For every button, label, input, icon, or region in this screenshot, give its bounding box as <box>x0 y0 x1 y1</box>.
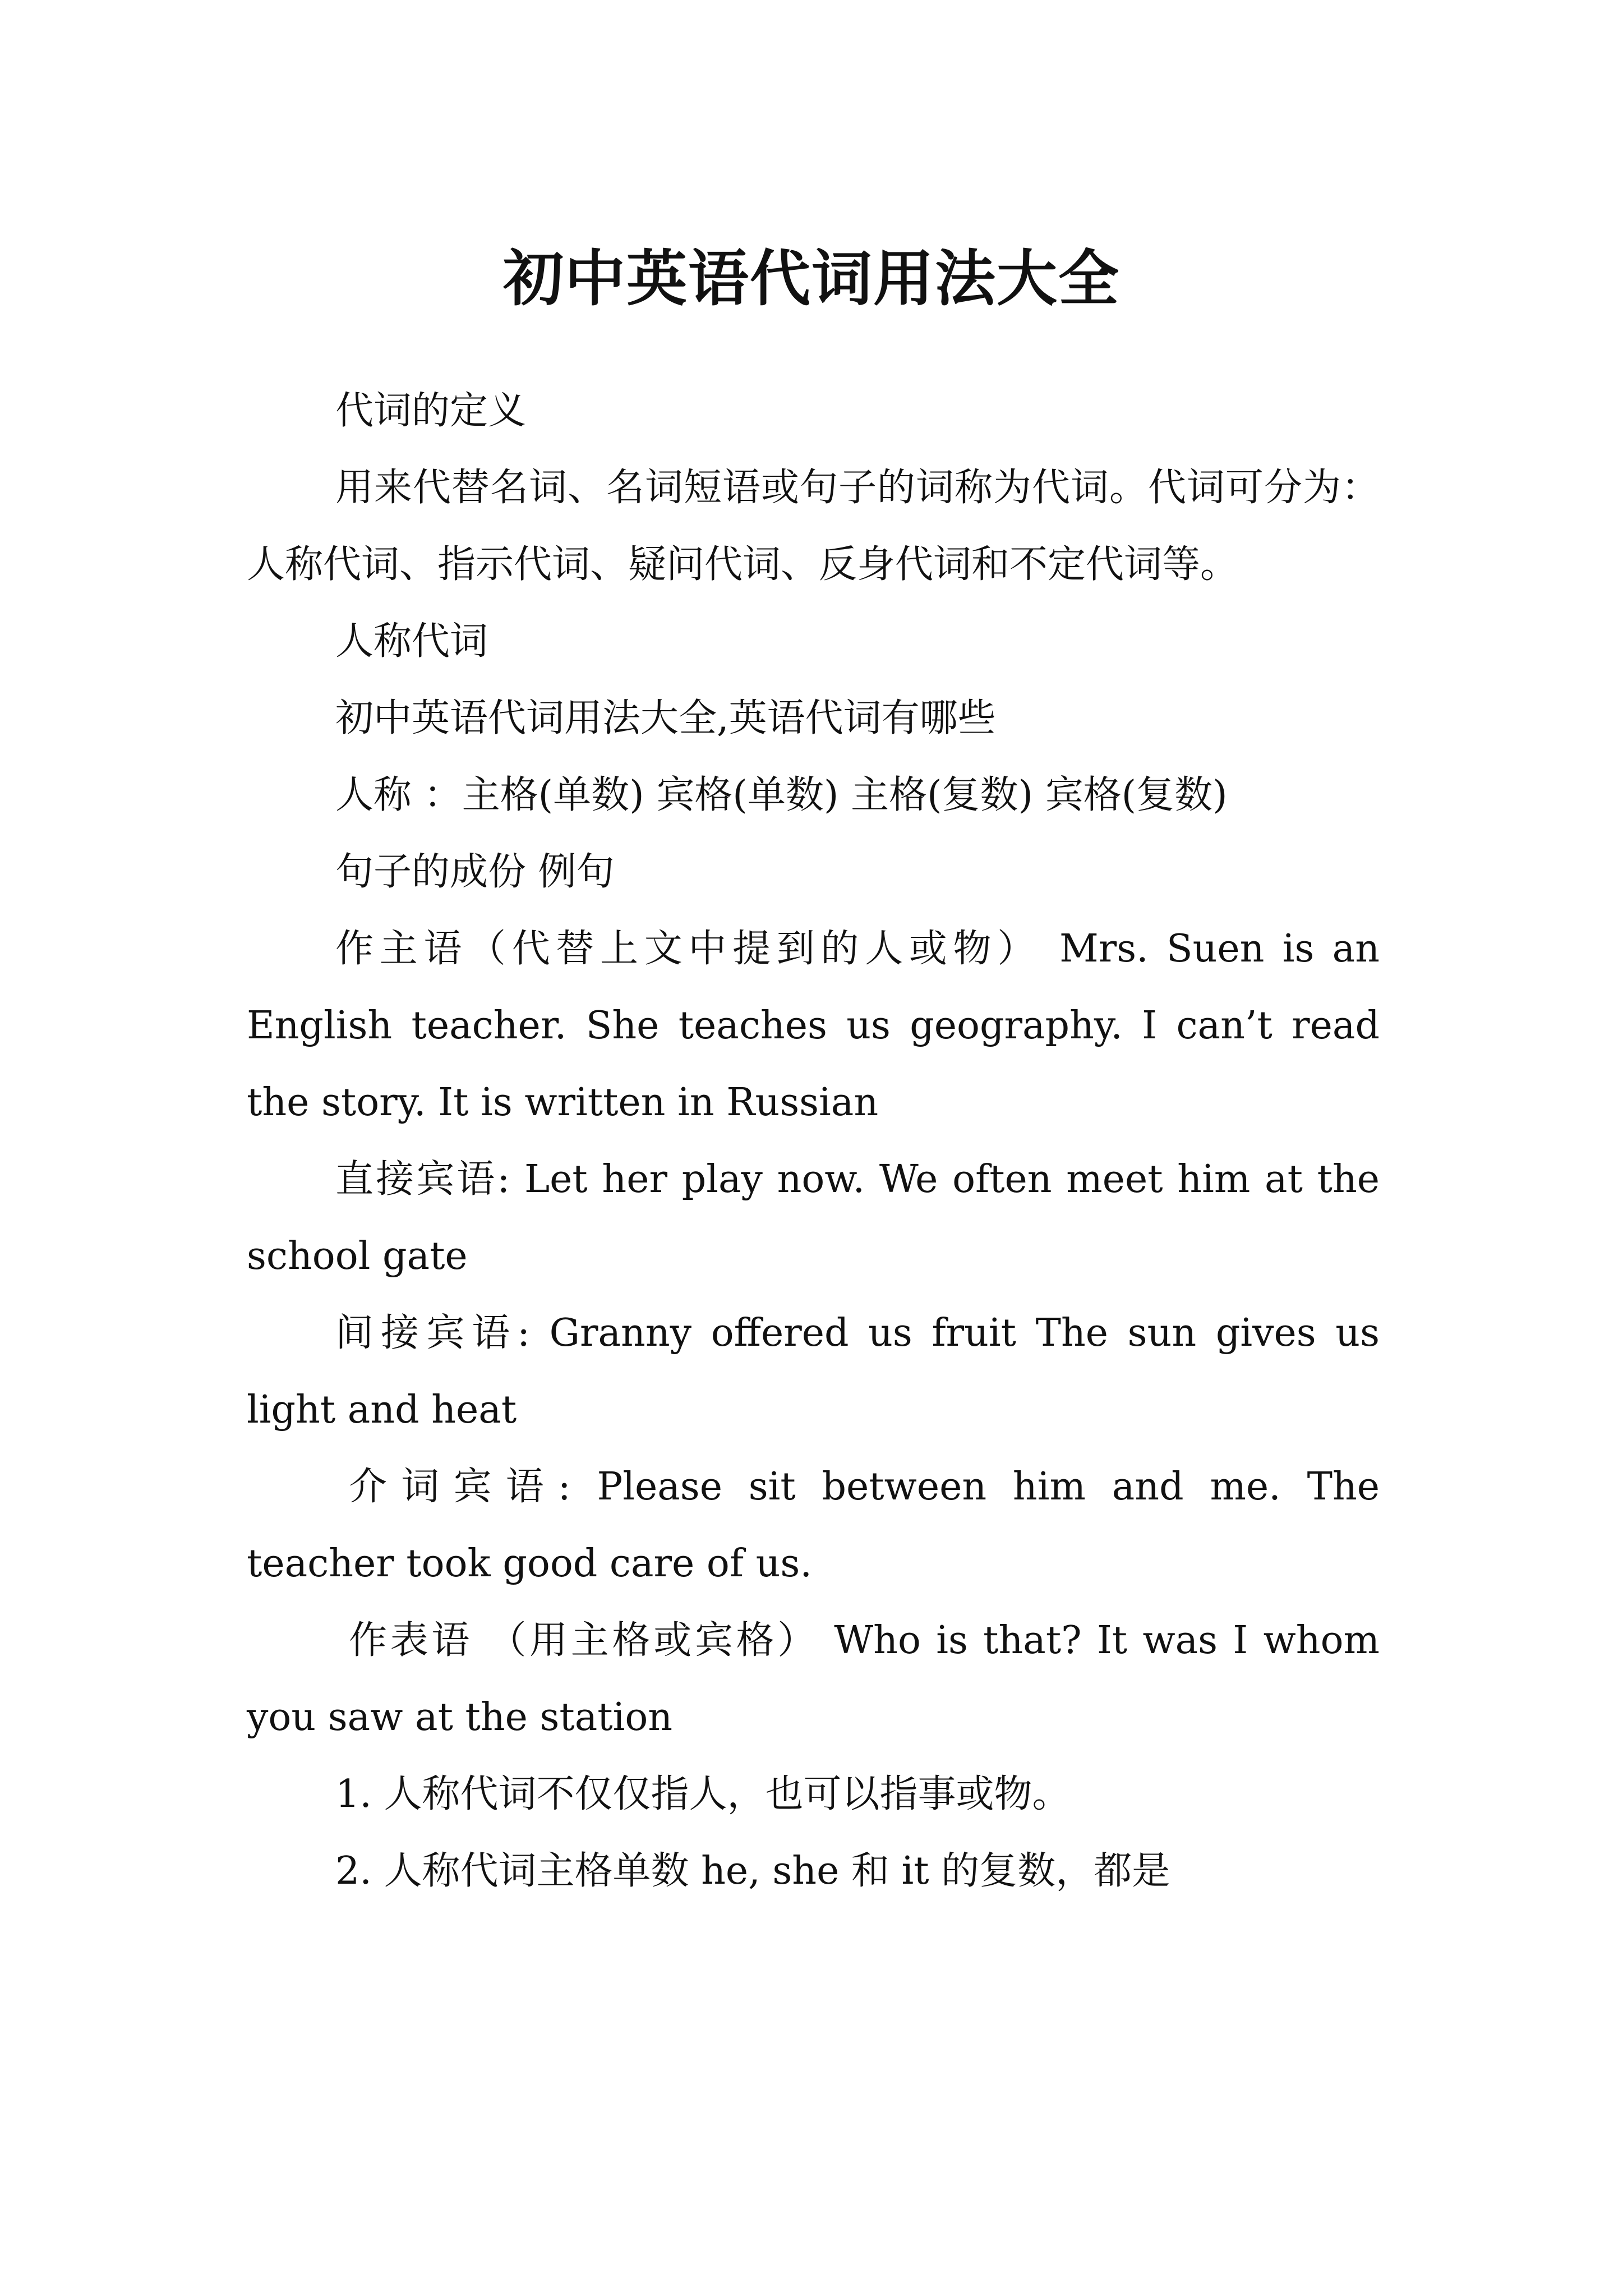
paragraph-subject-example: 作主语（代替上文中提到的人或物） Mrs. Suen is an English teacher. She teaches us geography. I can’t read the story. It is written in Russian <box>247 927 1380 1125</box>
paragraph-definition-heading: 代词的定义 <box>335 389 527 433</box>
paragraph-sentence-component: 句子的成份 例句 <box>335 850 615 894</box>
paragraph-personal-pronoun-heading: 人称代词 <box>335 619 488 664</box>
paragraph-note-2: 2. 人称代词主格单数 he, she 和 it 的复数，都是 <box>335 1849 1170 1893</box>
paragraph-direct-object: 直接宾语: Let her play now. We often meet him at the school gate <box>247 1157 1380 1278</box>
document-title: 初中英语代词用法大全 <box>502 244 1120 315</box>
paragraph-note-1: 1. 人称代词不仅仅指人，也可以指事或物。 <box>335 1772 1071 1816</box>
paragraph-case-header: 人称 ：主格(单数) 宾格(单数) 主格(复数) 宾格(复数) <box>335 773 1228 817</box>
paragraph-subtitle: 初中英语代词用法大全,英语代词有哪些 <box>335 696 996 740</box>
paragraph-prepositional-object: 介词宾语: Please sit between him and me. The teacher took good care of us. <box>247 1465 1380 1586</box>
document-body <box>247 372 1380 1910</box>
paragraph-predicative: 作表语 （用主格或宾格） Who is that? It was I whom you saw at the station <box>247 1618 1380 1740</box>
paragraph-definition: 用来代替名词、名词短语或句子的词称为代词。代词可分为：人称代词、指示代词、疑问代词、反身代词和不定代词等。 <box>247 466 1380 587</box>
paragraph-indirect-object: 间接宾语: Granny offered us fruit The sun gives us light and heat <box>247 1311 1380 1432</box>
